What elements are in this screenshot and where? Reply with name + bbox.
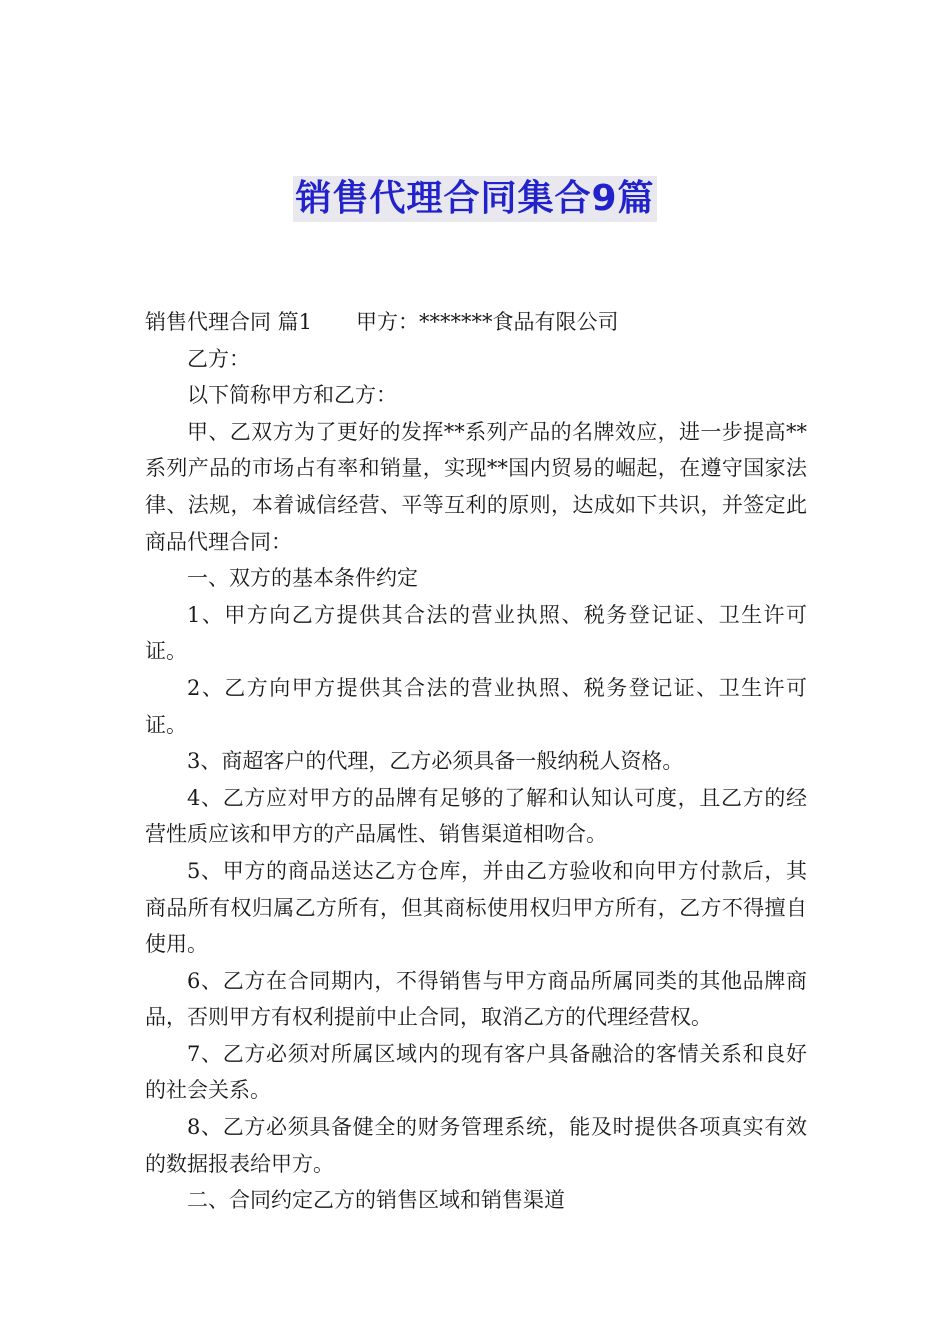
paragraph: 2、乙方向甲方提供其合法的营业执照、税务登记证、卫生许可证。 bbox=[145, 675, 807, 737]
paragraph: 7、乙方必须对所属区域内的现有客户具备融洽的客情关系和良好的社会关系。 bbox=[145, 1041, 807, 1103]
first-line bbox=[145, 304, 807, 341]
contract-heading: 销售代理合同 篇1 bbox=[145, 310, 313, 334]
section-heading: 二、合同约定乙方的销售区域和销售渠道 bbox=[187, 1188, 565, 1213]
paragraph: 1、甲方向乙方提供其合法的营业执照、税务登记证、卫生许可证。 bbox=[145, 602, 807, 664]
section-heading: 一、双方的基本条件约定 bbox=[187, 566, 418, 591]
paragraph: 4、乙方应对甲方的品牌有足够的了解和认知认可度，且乙方的经营性质应该和甲方的产品属性、销售渠道相吻合。 bbox=[145, 785, 807, 847]
title-container bbox=[0, 176, 950, 222]
paragraph: 乙方： bbox=[187, 346, 250, 371]
paragraph: 以下简称甲方和乙方： bbox=[187, 383, 397, 408]
document-title: 销售代理合同集合9篇 bbox=[293, 176, 656, 222]
paragraph: 5、甲方的商品送达乙方仓库，并由乙方验收和向甲方付款后，其商品所有权归属乙方所有，但其商标使用权归甲方所有，乙方不得擅自使用。 bbox=[145, 858, 807, 957]
party-a-line: 甲方：*******食品有限公司 bbox=[356, 310, 619, 334]
paragraph: 6、乙方在合同期内，不得销售与甲方商品所属同类的其他品牌商品，否则甲方有权利提前中止合同，取消乙方的代理经营权。 bbox=[145, 968, 807, 1030]
document-body bbox=[145, 304, 807, 1219]
paragraph: 甲、乙双方为了更好的发挥**系列产品的名牌效应，进一步提高**系列产品的市场占有率和销量，实现**国内贸易的崛起，在遵守国家法律、法规，本着诚信经营、平等互利的原则，达成如下共识，并签定此商品代理合同： bbox=[145, 419, 807, 554]
paragraph: 3、商超客户的代理，乙方必须具备一般纳税人资格。 bbox=[187, 749, 684, 774]
paragraph: 8、乙方必须具备健全的财务管理系统，能及时提供各项真实有效的数据报表给甲方。 bbox=[145, 1115, 807, 1176]
